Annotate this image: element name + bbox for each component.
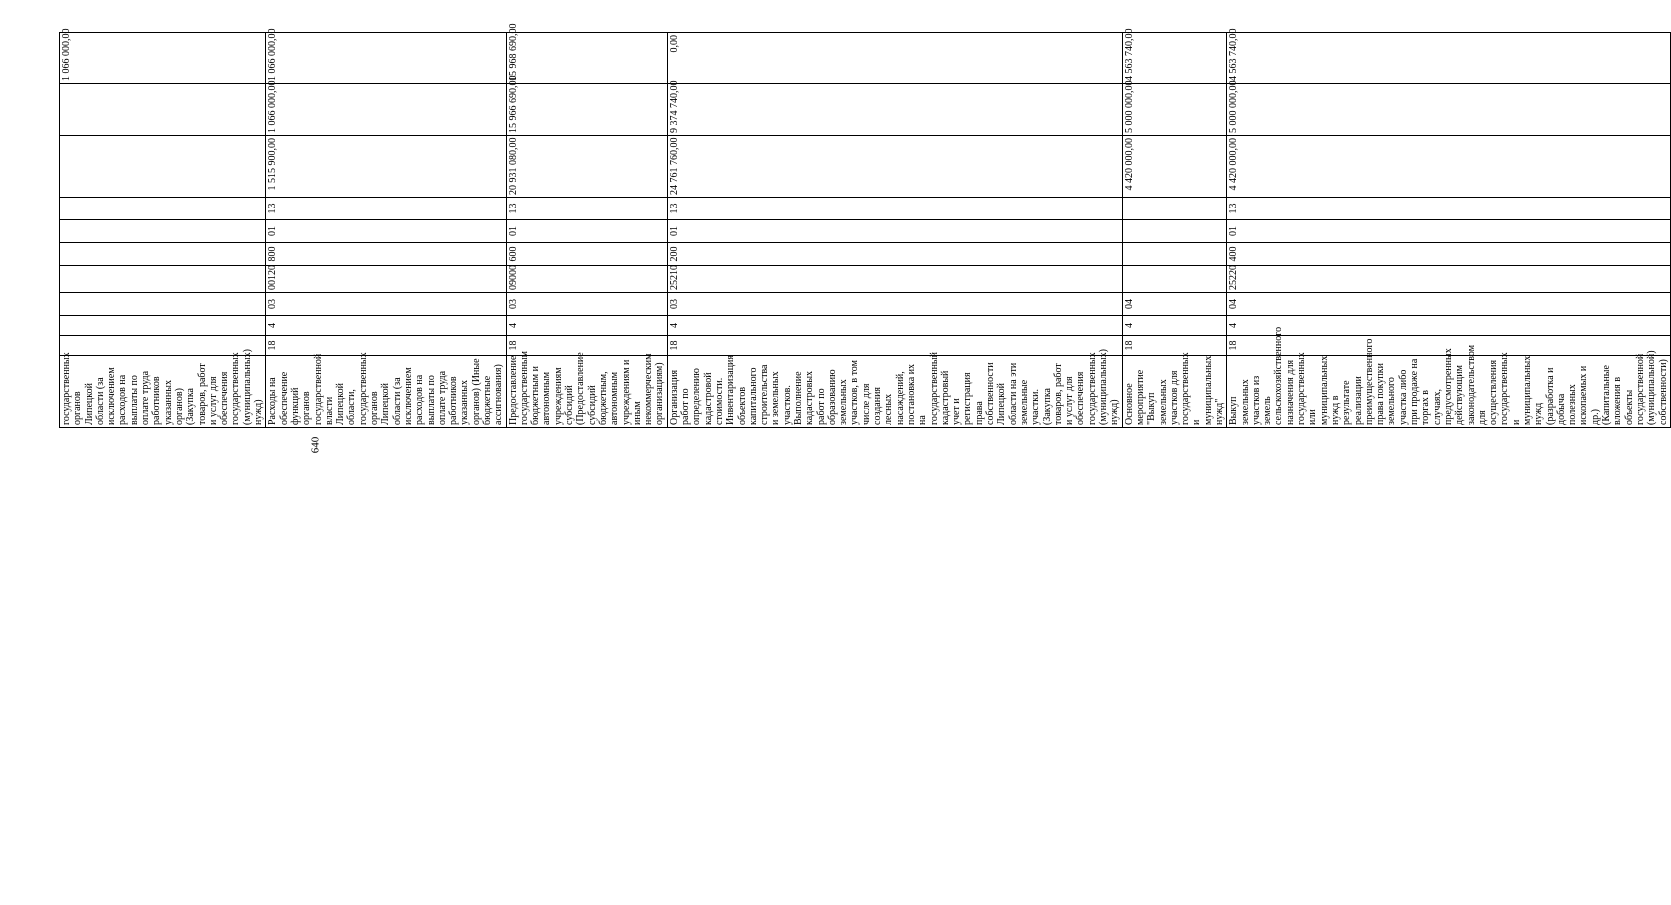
name-cell: Предоставление государственным бюджетным и автономным учреждениям субсидий (Предоставление субсидий бюджетным, автономным учреждениям и иным некоммерческим организациям) <box>506 356 667 428</box>
code-cell: 18 <box>667 336 1122 356</box>
amount-cell: 15 968 690,00 <box>506 33 667 84</box>
amount-cell: 4 420 000,00 <box>1122 136 1227 198</box>
amount-cell: 20 931 080,00 <box>506 136 667 198</box>
code-cell: 03 <box>506 293 667 316</box>
amount-cell: 1 066 000,00 <box>266 33 506 84</box>
amount-cell <box>60 84 266 136</box>
code-cell: 13 <box>266 198 506 220</box>
name-cell: государственных органов Липецкой области (за исключением расходов на выплаты по оплате труда работников указанных органов) (Закупка товаров, работ и услуг для обеспечения государственных (муниципальных) нужд) <box>60 356 266 428</box>
table-row <box>1227 33 1671 428</box>
amount-cell: 0,00 <box>667 33 1122 84</box>
amount-cell: 5 000 000,00 <box>1227 84 1671 136</box>
amount-cell: 4 563 740,00 <box>1122 33 1227 84</box>
code-cell: 4 <box>1227 316 1671 336</box>
budget-table <box>59 23 1671 428</box>
code-cell: 800 <box>266 243 506 266</box>
code-cell <box>1122 220 1227 243</box>
code-cell <box>60 316 266 336</box>
code-cell: 01 <box>667 220 1122 243</box>
code-cell <box>60 243 266 266</box>
code-cell: 18 <box>1227 336 1671 356</box>
rotated-table-container <box>59 23 1669 428</box>
amount-cell <box>60 136 266 198</box>
code-cell <box>60 293 266 316</box>
code-cell: 03 <box>266 293 506 316</box>
page-number: 640 <box>309 436 322 454</box>
code-cell: 18 <box>266 336 506 356</box>
code-cell: 01 <box>266 220 506 243</box>
code-cell <box>60 220 266 243</box>
table-row <box>667 33 1122 428</box>
code-cell: 13 <box>1227 198 1671 220</box>
table-row <box>1122 33 1227 428</box>
amount-cell: 15 966 690,00 <box>506 84 667 136</box>
code-cell: 18 <box>1122 336 1227 356</box>
code-cell <box>60 266 266 293</box>
amount-cell: 1 066 000,00 <box>60 33 266 84</box>
code-cell: 09000 <box>506 266 667 293</box>
amount-cell: 24 761 760,00 <box>667 136 1122 198</box>
code-cell: 600 <box>506 243 667 266</box>
code-cell <box>1122 243 1227 266</box>
amount-cell: 1 066 000,00 <box>266 84 506 136</box>
name-cell: Организация работ по определению кадастровой стоимости. Инвентаризация объектов капитального строительства и земельных участков. Выполнение кадастровых работ по образованию земельных участков, в том числе для создания лесных насаждений, постановка их на государственный кадастровый учет и регистрация права собственности Липецкой области на эти земельные участки. (Закупка товаров, работ и услуг для обеспечения государственных (муниципальных) нужд) <box>667 356 1122 428</box>
amount-cell: 4 420 000,00 <box>1227 136 1671 198</box>
amount-cell: 4 563 740,00 <box>1227 33 1671 84</box>
code-cell <box>1122 266 1227 293</box>
amount-cell: 9 374 740,00 <box>667 84 1122 136</box>
table-row <box>266 33 506 428</box>
code-cell: 4 <box>667 316 1122 336</box>
code-cell: 03 <box>667 293 1122 316</box>
code-cell: 4 <box>266 316 506 336</box>
code-cell: 4 <box>1122 316 1227 336</box>
name-cell: Расходы на обеспечение функций органов государственной власти Липецкой области, государственных органов Липецкой области (за исключением расходов на выплаты по оплате труда работников указанных органов) (Иные бюджетные ассигнования) <box>266 356 506 428</box>
code-cell: 00120 <box>266 266 506 293</box>
name-cell: Выкуп земельных участков из земель сельскохозяйственного назначения для государственных или муниципальных нужд в результате реализации преимущественного права покупки земельного участка либо при продаже на торгах в случаях, предусмотренных действующим законодательством для осуществления государственных и муниципальных нужд (разработка и добыча полезных ископаемых и др.) (Капитальные вложения в объекты государственной (муниципальной) собственности) <box>1227 356 1671 428</box>
table-row <box>60 33 266 428</box>
code-cell: 13 <box>506 198 667 220</box>
code-cell: 18 <box>506 336 667 356</box>
code-cell: 4 <box>506 316 667 336</box>
code-cell: 04 <box>1227 293 1671 316</box>
code-cell: 01 <box>506 220 667 243</box>
code-cell: 25220 <box>1227 266 1671 293</box>
code-cell: 200 <box>667 243 1122 266</box>
name-cell: Основное мероприятие "Выкуп земельных участков для государственных и муниципальных нужд" <box>1122 356 1227 428</box>
code-cell: 400 <box>1227 243 1671 266</box>
code-cell: 13 <box>667 198 1122 220</box>
code-cell: 25210 <box>667 266 1122 293</box>
amount-cell: 5 000 000,00 <box>1122 84 1227 136</box>
code-cell: 04 <box>1122 293 1227 316</box>
code-cell: 01 <box>1227 220 1671 243</box>
table-row <box>506 33 667 428</box>
code-cell <box>1122 198 1227 220</box>
code-cell <box>60 198 266 220</box>
amount-cell: 1 515 900,00 <box>266 136 506 198</box>
